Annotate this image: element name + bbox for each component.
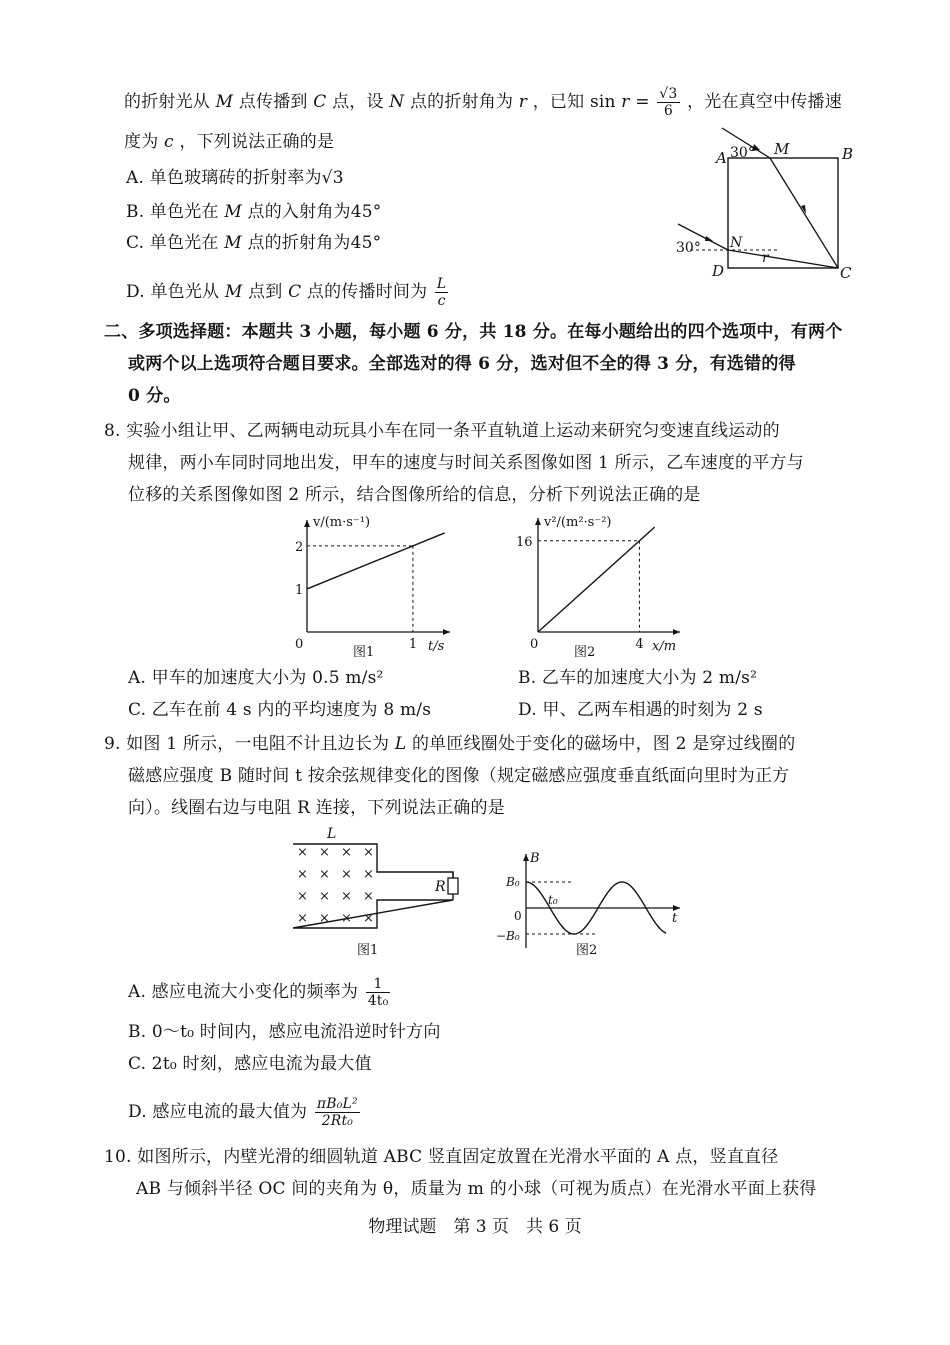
q9-figure2-chart <box>494 848 694 960</box>
angle-30-top-label: 30° <box>730 145 755 161</box>
x-tick-0: 0 <box>295 637 304 652</box>
q8-option-c: C. 乙车在前 4 s 内的平均速度为 8 m/s <box>128 700 432 720</box>
field-cross-mark: × <box>363 867 374 882</box>
x-tick-0: 0 <box>530 637 539 652</box>
y-tick-2: 2 <box>295 539 304 555</box>
resistor <box>448 878 458 894</box>
q7-stem-line1: 的折射光从 M 点传播到 C 点，设 N 点的折射角为 r ，已知 sin r = $\frac{√3}{6}$ ，光在真空中传播速 <box>124 86 842 119</box>
figure1-caption: 图1 <box>357 943 379 958</box>
y-tick-16: 16 <box>516 534 533 550</box>
max-current-fraction: $\frac{\text{πB₀L²}}{\text{2Rt₀}}$ <box>316 1096 358 1129</box>
vertex-c-label: C <box>840 264 852 282</box>
x-tick-1: 1 <box>408 637 418 652</box>
field-cross-mark: × <box>319 889 330 904</box>
point-n-label: N <box>730 235 743 251</box>
b-axis-label: B <box>530 851 540 866</box>
glass-brick-square <box>728 158 838 268</box>
q9-stem-line3: 向）。线圈右边与电阻 R 连接，下列说法正确的是 <box>128 798 505 818</box>
vertex-d-label: D <box>712 262 725 280</box>
q7-option-b: B. 单色光在 M 点的入射角为45° <box>126 202 382 222</box>
q7-option-a: A. 单色玻璃砖的折射率为√3 <box>126 168 344 188</box>
q8-figure1-chart <box>285 508 465 660</box>
q8-figure2-chart <box>512 508 692 660</box>
q8-option-d: D. 甲、乙两车相遇的时刻为 2 s <box>518 700 763 720</box>
time-fraction: $\frac{L}{c}$ <box>436 276 447 309</box>
field-cross-mark: × <box>341 911 352 926</box>
q9-option-a: A. 感应电流大小变化的频率为 $\frac{1}{\text{4t₀}}$ <box>128 976 389 1009</box>
q7-option-d: D. 单色光从 M 点到 C 点的传播时间为 $\frac{L}{c}$ <box>126 276 447 309</box>
glass-brick-diagram <box>670 126 870 286</box>
q9-stem-line1: 9. 如图 1 所示，一电阻不计且边长为 L 的单匝线圈处于变化的磁场中，图 2 是穿过线圈的 <box>104 734 796 754</box>
series-line <box>307 533 445 589</box>
field-cross-mark: × <box>297 889 308 904</box>
figure1-caption: 图1 <box>353 645 375 660</box>
series-line <box>538 527 655 632</box>
t0-tick-label: t₀ <box>548 893 558 907</box>
section2-line2: 或两个以上选项符合题目要求。全部选对的得 6 分，选对但不全的得 3 分，有选错的得 <box>128 354 796 374</box>
q8-stem-line1: 8. 实验小组让甲、乙两辆电动玩具小车在同一条平直轨道上运动来研究匀变速直线运动的 <box>104 421 780 441</box>
field-cross-mark: × <box>319 867 330 882</box>
frequency-fraction: $\frac{1}{\text{4t₀}}$ <box>367 976 389 1009</box>
q8-stem-line3: 位移的关系图像如图 2 所示，结合图像所给的信息，分析下列说法正确的是 <box>128 485 701 505</box>
field-cross-mark: × <box>297 845 308 860</box>
q9-figure1-coil <box>285 822 470 962</box>
side-length-label: L <box>327 826 337 842</box>
x-tick-4: 4 <box>635 637 644 652</box>
x-axis-label: x/m <box>652 639 677 654</box>
section2-line3: 0 分。 <box>128 386 181 406</box>
q8-stem-line2: 规律，两小车同时同地出发，甲车的速度与时间关系图像如图 1 所示，乙车速度的平方与 <box>128 453 804 473</box>
arrow-icon <box>443 629 450 635</box>
field-cross-mark: × <box>363 845 374 860</box>
vertex-b-label: B <box>842 145 854 163</box>
point-m-label: M <box>774 140 790 158</box>
origin-label: 0 <box>514 909 522 923</box>
q7-option-c: C. 单色光在 M 点的折射角为45° <box>126 233 382 253</box>
vertex-a-label: A <box>716 149 727 167</box>
q7-stem-line2: 度为 c ，下列说法正确的是 <box>124 132 335 152</box>
field-cross-mark: × <box>297 867 308 882</box>
y-tick-1: 1 <box>295 582 304 598</box>
angle-r-label: r <box>762 250 769 266</box>
arrow-icon <box>673 629 680 635</box>
q8-option-a: A. 甲车的加速度大小为 0.5 m/s² <box>128 668 384 688</box>
angle-30-left-label: 30° <box>676 240 701 256</box>
y-axis-label: v/(m·s⁻¹) <box>313 515 371 530</box>
resistor-label: R <box>435 879 446 895</box>
q9-option-c: C. 2t₀ 时刻，感应电流为最大值 <box>128 1054 372 1074</box>
field-cross-mark: × <box>297 911 308 926</box>
sin-r-fraction: $\frac{√3}{6}$ <box>659 86 678 119</box>
page-footer: 物理试题 第 3 页 共 6 页 <box>368 1217 582 1237</box>
x-axis-label: t/s <box>428 639 445 654</box>
neg-b0-label: −B₀ <box>496 929 520 943</box>
refracted-ray-nc <box>728 250 838 268</box>
q9-option-b: B. 0～t₀ 时间内，感应电流沿逆时针方向 <box>128 1022 441 1042</box>
field-cross-mark: × <box>341 889 352 904</box>
field-cross-mark: × <box>363 911 374 926</box>
arrow-icon <box>523 854 529 861</box>
figure2-caption: 图2 <box>576 943 598 958</box>
q10-stem-line1: 10. 如图所示，内壁光滑的细圆轨道 ABC 竖直固定放置在光滑水平面的 A 点，竖直直径 <box>104 1147 779 1167</box>
field-cross-mark: × <box>341 845 352 860</box>
b0-label: B₀ <box>506 875 520 889</box>
magnetic-field-marks <box>297 845 374 926</box>
q9-option-d: D. 感应电流的最大值为 $\frac{\text{πB₀L²}}{\text{2Rt₀}}$ <box>128 1096 358 1129</box>
section2-line1: 二、多项选择题：本题共 3 小题，每小题 6 分，共 18 分。在每小题给出的四个选项中，有两个 <box>104 322 843 342</box>
field-cross-mark: × <box>319 911 330 926</box>
field-cross-mark: × <box>319 845 330 860</box>
field-cross-mark: × <box>363 889 374 904</box>
arrow-icon <box>535 518 541 525</box>
q9-stem-line2: 磁感应强度 B 随时间 t 按余弦规律变化的图像（规定磁感应强度垂直纸面向里时为正方 <box>128 766 790 786</box>
refracted-ray-mc <box>770 158 838 268</box>
field-cross-mark: × <box>341 867 352 882</box>
arrow-icon <box>304 520 310 527</box>
y-axis-label: v²/(m²·s⁻²) <box>544 515 612 530</box>
arrow-icon <box>705 236 713 241</box>
figure2-caption: 图2 <box>574 645 596 660</box>
q10-stem-line2: AB 与倾斜半径 OC 间的夹角为 θ，质量为 m 的小球（可视为质点）在光滑水平面上获得 <box>136 1179 817 1199</box>
q8-option-b: B. 乙车的加速度大小为 2 m/s² <box>518 668 758 688</box>
t-axis-label: t <box>672 911 678 926</box>
